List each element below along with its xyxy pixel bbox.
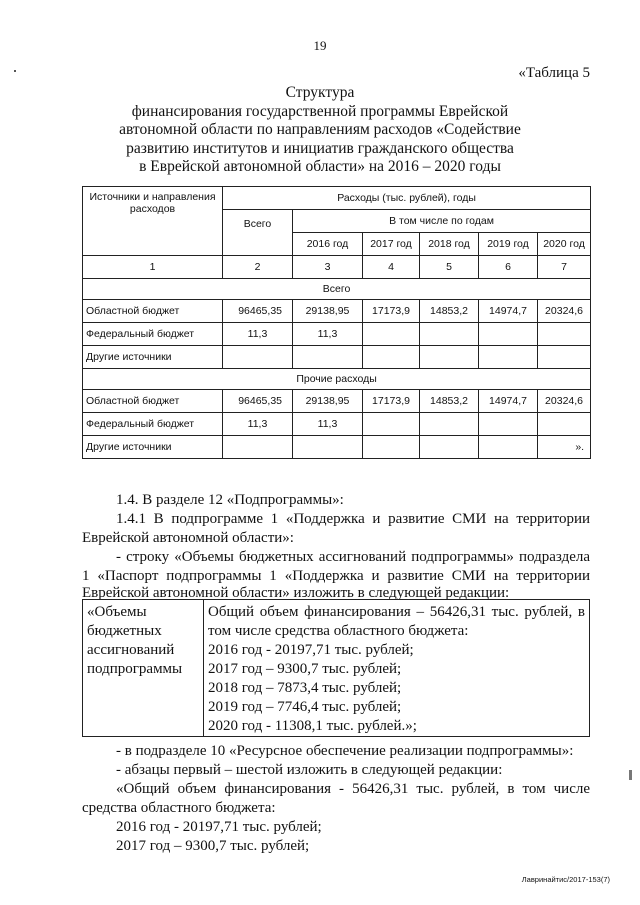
header-year: 2020 год: [538, 233, 591, 256]
paragraph: - строку «Объемы бюджетных ассигнований подпрограммы» подраздела: [116, 549, 590, 565]
cell: [420, 436, 479, 459]
paragraph: средства областного бюджета:: [82, 800, 276, 816]
cell: 20324,6: [538, 390, 591, 413]
cell: [420, 346, 479, 369]
cell: 29138,95: [293, 390, 363, 413]
title-line: развитию институтов и инициатив гражданского общества: [126, 139, 514, 157]
paragraph: 2017 год – 9300,7 тыс. рублей;: [116, 838, 310, 854]
cell: 14974,7: [479, 390, 538, 413]
column-number: 2: [223, 256, 293, 279]
column-number: 1: [83, 256, 223, 279]
cell: 20324,6: [538, 300, 591, 323]
paragraph: Еврейской автономной области» изложить в следующей редакции:: [82, 585, 510, 601]
cell: [538, 413, 591, 436]
title-line: в Еврейской автономной области» на 2016 – 2020 годы: [139, 158, 501, 175]
cell: [420, 323, 479, 346]
paragraph: - в подразделе 10 «Ресурсное обеспечение реализации подпрограммы»:: [116, 743, 574, 759]
cell: 11,3: [223, 323, 293, 346]
passport-value-line: 2020 год - 11308,1 тыс. рублей.»;: [208, 718, 417, 734]
cell: [420, 413, 479, 436]
passport-label-line: «Объемы: [87, 604, 147, 620]
cell: 17173,9: [363, 390, 420, 413]
paragraph: 1 «Паспорт подпрограммы 1 «Поддержка и развитие СМИ на территории: [82, 568, 590, 584]
header-year: 2018 год: [420, 233, 479, 256]
header-year: 2016 год: [293, 233, 363, 256]
paragraph: «Общий объем финансирования - 56426,31 тыс. рублей, в том числе: [116, 781, 590, 797]
cell: 96465,35: [223, 390, 293, 413]
section-title: Всего: [83, 279, 591, 300]
row-source: Другие источники: [83, 436, 223, 459]
cell: [479, 323, 538, 346]
row-source: Областной бюджет: [83, 390, 223, 413]
cell: [479, 436, 538, 459]
passport-value-line: 2019 год – 7746,4 тыс. рублей;: [208, 699, 402, 715]
scan-speck: [14, 70, 16, 72]
cell: [538, 346, 591, 369]
column-number: 6: [479, 256, 538, 279]
title-line: Структура: [285, 84, 355, 101]
passport-label-line: бюджетных: [87, 623, 162, 639]
cell: [538, 323, 591, 346]
cell: [293, 346, 363, 369]
passport-value-line: Общий объем финансирования – 56426,31 тыс. рублей, в: [208, 604, 585, 620]
passport-label: [83, 600, 204, 737]
financing-table: [82, 186, 591, 459]
cell: [223, 436, 293, 459]
cell: 96465,35: [223, 300, 293, 323]
row-source: Другие источники: [83, 346, 223, 369]
cell: [293, 436, 363, 459]
paragraph: - абзацы первый – шестой изложить в следующей редакции:: [116, 762, 503, 778]
cell: [363, 413, 420, 436]
footer-code: Лавринайтис/2017-153(7): [521, 875, 610, 884]
row-source: Областной бюджет: [83, 300, 223, 323]
paragraph: 1.4. В разделе 12 «Подпрограммы»:: [116, 492, 344, 508]
cell: 14853,2: [420, 390, 479, 413]
cell: 11,3: [293, 323, 363, 346]
cell: 29138,95: [293, 300, 363, 323]
table-label: «Таблица 5: [518, 65, 590, 81]
header-year: 2019 год: [479, 233, 538, 256]
cell: ».: [538, 436, 591, 459]
passport-value-line: 2017 год – 9300,7 тыс. рублей;: [208, 661, 402, 677]
column-number: 4: [363, 256, 420, 279]
cell: [223, 346, 293, 369]
title-line: финансирования государственной программы Еврейской: [131, 102, 509, 120]
page-number: 19: [313, 38, 327, 53]
row-source: Федеральный бюджет: [83, 323, 223, 346]
title-line: автономной области по направлениям расходов «Содействие: [119, 121, 521, 138]
header-by-year: В том числе по годам: [293, 210, 591, 233]
paragraph: Еврейской автономной области»:: [82, 530, 294, 546]
cell: 17173,9: [363, 300, 420, 323]
header-total: Всего: [223, 210, 293, 256]
section-title: Прочие расходы: [83, 369, 591, 390]
passport-value-line: том числе средства областного бюджета:: [208, 623, 469, 639]
row-source: Федеральный бюджет: [83, 413, 223, 436]
cell: 11,3: [223, 413, 293, 436]
cell: [363, 346, 420, 369]
scan-edge-mark: [629, 770, 632, 780]
passport-value-line: 2018 год – 7873,4 тыс. рублей;: [208, 680, 402, 696]
cell: [479, 413, 538, 436]
cell: 14853,2: [420, 300, 479, 323]
paragraph: 2016 год - 20197,71 тыс. рублей;: [116, 819, 322, 835]
header-expenses: Расходы (тыс. рублей), годы: [223, 187, 591, 210]
header-sources: Источники и направления расходов: [83, 187, 223, 256]
passport-value: [204, 600, 590, 737]
header-year: 2017 год: [363, 233, 420, 256]
cell: 14974,7: [479, 300, 538, 323]
cell: [479, 346, 538, 369]
passport-label-line: подпрограммы: [87, 661, 183, 677]
column-number: 3: [293, 256, 363, 279]
passport-label-line: ассигнований: [87, 642, 175, 658]
passport-value-line: 2016 год - 20197,71 тыс. рублей;: [208, 642, 414, 658]
cell: 11,3: [293, 413, 363, 436]
table-title: [90, 84, 550, 177]
passport-table: [82, 599, 590, 737]
cell: [363, 436, 420, 459]
cell: [363, 323, 420, 346]
paragraph: 1.4.1 В подпрограмме 1 «Поддержка и развитие СМИ на территории: [116, 511, 590, 527]
column-number: 5: [420, 256, 479, 279]
column-number: 7: [538, 256, 591, 279]
